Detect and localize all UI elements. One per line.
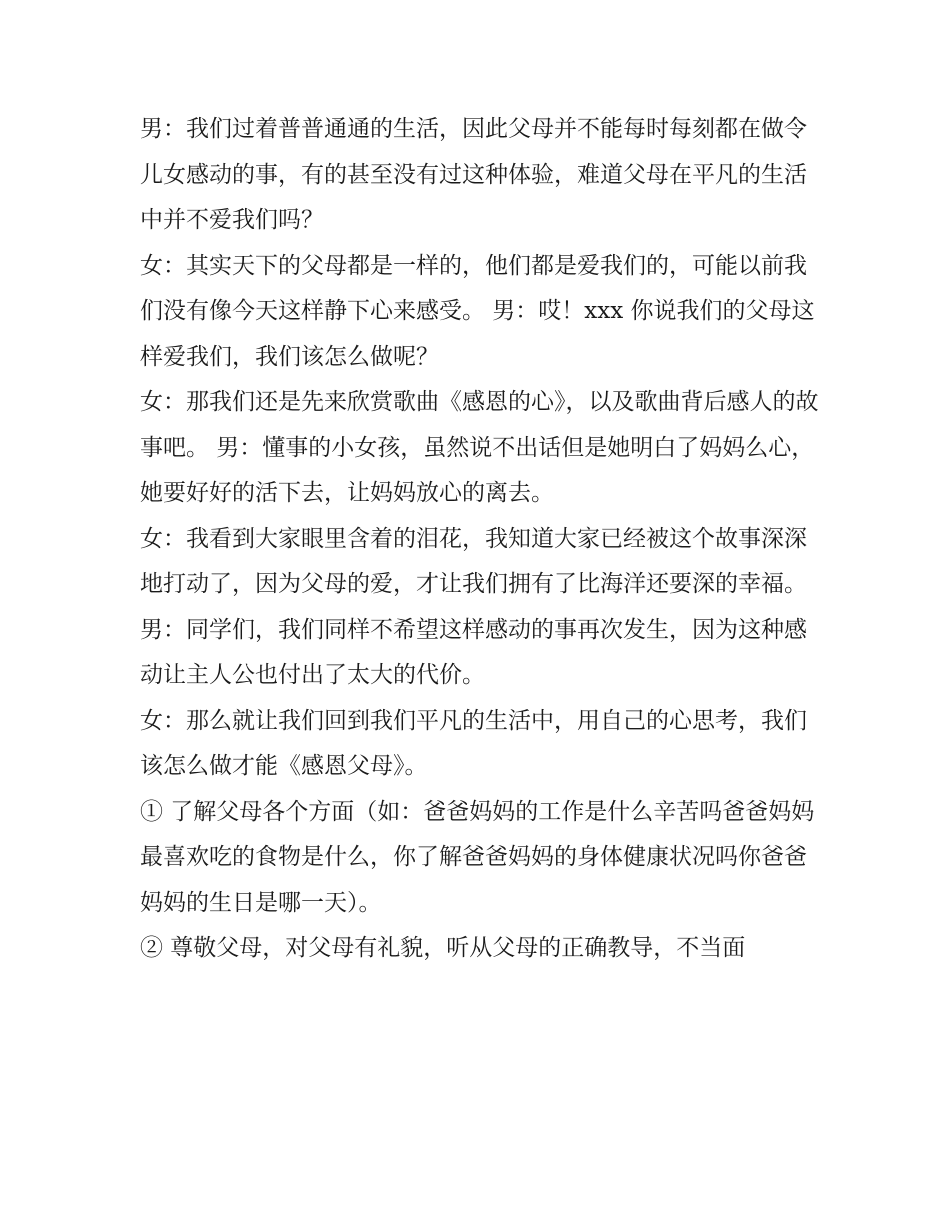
- paragraph-1: 男：我们过着普普通通的生活，因此父母并不能每时每刻都在做令儿女感动的事，有的甚至没有过这种体验，难道父母在平凡的生活中并不爱我们吗？: [140, 116, 807, 233]
- paragraph-7: ① 了解父母各个方面（如：爸爸妈妈的工作是什么辛苦吗爸爸妈妈最喜欢吃的食物是什么，你了解爸爸妈妈的身体健康状况吗你爸爸妈妈的生日是哪一天）。: [140, 798, 815, 916]
- paragraph-6: 女：那么就让我们回到我们平凡的生活中，用自己的心思考，我们该怎么做才能《感恩父母》。: [140, 707, 807, 779]
- paragraph-2: 女：其实天下的父母都是一样的，他们都是爱我们的，可能以前我们没有像今天这样静下心来感受。 男：哎！xxx 你说我们的父母这样爱我们，我们该怎么做呢？: [140, 252, 815, 370]
- paragraph-5: 男：同学们，我们同样不希望这样感动的事再次发生，因为这种感动让主人公也付出了太大的代价。: [140, 616, 807, 688]
- document-body: [140, 107, 820, 972]
- paragraph-8: ② 尊敬父母，对父母有礼貌，听从父母的正确教导，不当面: [140, 935, 746, 961]
- paragraph-4: 女：我看到大家眼里含着的泪花，我知道大家已经被这个故事深深地打动了，因为父母的爱，才让我们拥有了比海洋还要深的幸福。: [140, 525, 807, 597]
- paragraph-3: 女：那我们还是先来欣赏歌曲《感恩的心》，以及歌曲背后感人的故事吧。 男：懂事的小女孩，虽然说不出话但是她明白了妈妈么心，她要好好的活下去，让妈妈放心的离去。: [140, 389, 819, 506]
